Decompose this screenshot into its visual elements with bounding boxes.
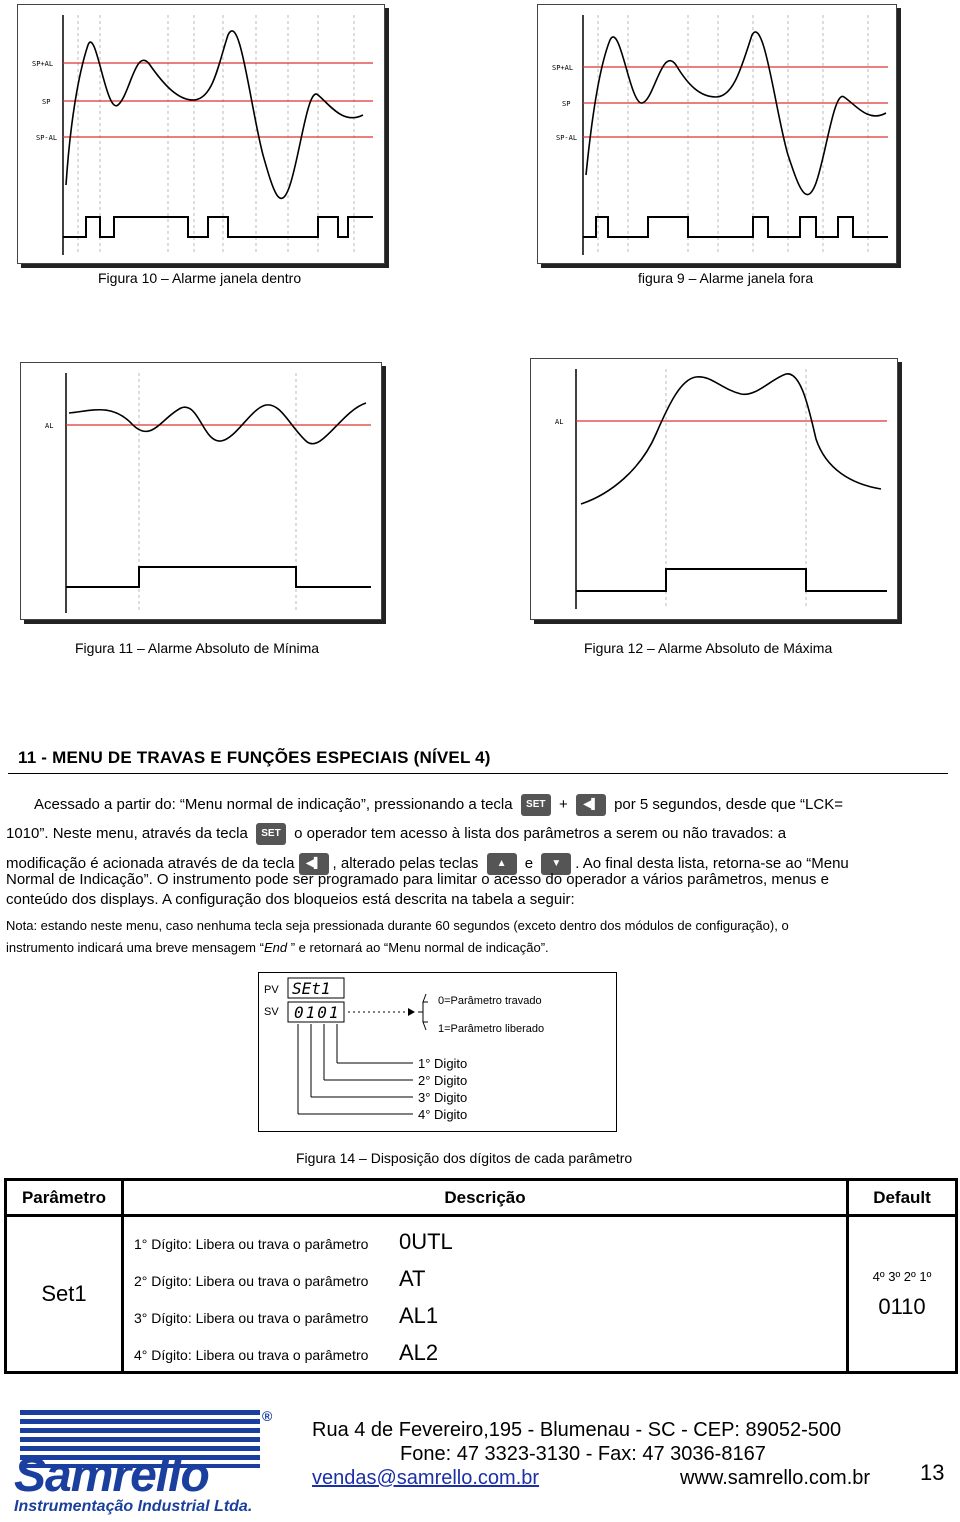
section-rule	[8, 773, 948, 774]
up-arrow-key-icon: ▲	[487, 853, 517, 875]
note-line-2	[6, 940, 549, 955]
desc-code: 0UTL	[399, 1229, 453, 1254]
param-cell	[6, 1216, 123, 1373]
desc-row	[134, 1260, 846, 1297]
paragraph-line-2	[6, 819, 946, 849]
desc-row	[134, 1223, 846, 1260]
desc-text: 4° Dígito: Libera ou trava o parâmetro	[134, 1347, 369, 1363]
logo-subtitle: Instrumentação Industrial Ltda.	[14, 1498, 253, 1515]
label-sp: SP	[562, 100, 571, 108]
text: e	[524, 855, 534, 872]
caption-figure-14: Figura 14 – Disposição dos dígitos de cada parâmetro	[296, 1150, 633, 1166]
section-title: 11 - MENU DE TRAVAS E FUNÇÕES ESPECIAIS (NÍVEL 4)	[18, 748, 491, 767]
table-row	[6, 1216, 957, 1373]
text: o operador tem acesso à lista dos parâmetros a serem ou não travados: a	[294, 825, 787, 842]
end-message: End	[263, 940, 288, 955]
default-cell	[848, 1216, 957, 1373]
paragraph-line-4: Normal de Indicação”. O instrumento pode ser programado para limitar o acesso do operador a vários parâmetros, menus e	[6, 871, 829, 888]
paragraph-line-1	[34, 790, 843, 820]
label-al: AL	[555, 418, 564, 426]
desc-text: 3° Dígito: Libera ou trava o parâmetro	[134, 1310, 369, 1326]
label-sp: SP	[42, 98, 51, 106]
note-line-1: Nota: estando neste menu, caso nenhuma tecla seja pressionada durante 60 segundos (exceto dentro dos módulos de configuração), o	[6, 918, 789, 933]
text: modificação é acionada através de da tecla	[6, 855, 295, 872]
footer-email-link[interactable]: vendas@samrello.com.br	[312, 1467, 540, 1489]
down-arrow-key-icon: ▼	[541, 853, 571, 875]
table-header-row	[6, 1180, 957, 1216]
figure-14-display-diagram	[258, 972, 618, 1132]
figure-10-chart	[18, 5, 384, 263]
logo-name: Samrello	[14, 1449, 209, 1502]
text: instrumento indicará uma breve mensagem “	[6, 940, 264, 955]
param-name: Set1	[41, 1281, 87, 1306]
set-key-icon: SET	[256, 823, 286, 845]
digit-3-label: 3° Digito	[418, 1090, 468, 1105]
parameter-table	[4, 1178, 958, 1374]
label-sp-plus-al: SP+AL	[32, 60, 54, 68]
default-digit-order: 4º 3º 2º 1º	[872, 1268, 932, 1284]
desc-text: 1° Dígito: Libera ou trava o parâmetro	[134, 1236, 369, 1252]
paragraph-line-5: conteúdo dos displays. A configuração dos bloqueios está descrita na tabela a seguir:	[6, 891, 575, 908]
sv-value: 0101	[294, 1003, 341, 1022]
text: ” e retornará ao “Menu normal de indicação”.	[287, 940, 549, 955]
text-plus: +	[558, 796, 568, 813]
digit-4-label: 4° Digito	[418, 1107, 468, 1122]
header-description: Descrição	[123, 1180, 848, 1216]
left-arrow-key-icon: ◀▌	[299, 853, 329, 875]
header-default: Default	[848, 1180, 957, 1216]
figure-11-absolute-min	[20, 362, 382, 620]
desc-code: AL1	[399, 1303, 439, 1328]
digit-1-label: 1° Digito	[418, 1056, 468, 1071]
desc-code: AL2	[399, 1340, 439, 1365]
desc-text: 2° Dígito: Libera ou trava o parâmetro	[134, 1273, 369, 1289]
label-sp-plus-al: SP+AL	[552, 64, 574, 72]
left-arrow-key-icon: ◀▌	[576, 794, 606, 816]
caption-figure-9: figura 9 – Alarme janela fora	[638, 270, 814, 286]
digit-2-label: 2° Digito	[418, 1073, 468, 1088]
desc-row	[134, 1334, 846, 1371]
text: Acessado a partir do: “Menu normal de indicação”, pressionando a tecla	[34, 796, 513, 813]
label-sp-minus-al: SP-AL	[556, 134, 578, 142]
sv-label: SV	[264, 1006, 279, 1018]
display-diagram	[258, 972, 618, 1132]
figure-9-chart	[538, 5, 896, 263]
caption-figure-11: Figura 11 – Alarme Absoluto de Mínima	[75, 640, 320, 656]
page-number: 13	[920, 1460, 945, 1485]
footer-phone: Fone: 47 3323-3130 - Fax: 47 3036-8167	[400, 1443, 766, 1465]
footer-website: www.samrello.com.br	[680, 1467, 871, 1489]
figure-10-window-in	[17, 4, 385, 264]
header-parameter: Parâmetro	[6, 1180, 123, 1216]
text: 1010”. Neste menu, através da tecla	[6, 825, 248, 842]
legend-locked: 0=Parâmetro travado	[438, 995, 542, 1007]
desc-row	[134, 1297, 846, 1334]
registered-mark-icon: ®	[262, 1408, 273, 1424]
figure-12-chart	[531, 359, 897, 619]
desc-code: AT	[399, 1266, 426, 1291]
label-sp-minus-al: SP-AL	[36, 134, 58, 142]
default-value: 0110	[878, 1293, 926, 1319]
figure-9-window-out	[537, 4, 897, 264]
text: , alterado pelas teclas	[332, 855, 479, 872]
text: por 5 segundos, desde que “LCK=	[614, 796, 843, 813]
set-key-icon: SET	[521, 794, 551, 816]
pv-value: SEt1	[292, 979, 331, 998]
footer-address: Rua 4 de Fevereiro,195 - Blumenau - SC - CEP: 89052-500	[312, 1419, 842, 1441]
figure-11-chart	[21, 363, 381, 619]
caption-figure-10: Figura 10 – Alarme janela dentro	[98, 270, 302, 286]
legend-unlocked: 1=Parâmetro liberado	[438, 1023, 545, 1035]
text: . Ao final desta lista, retorna-se ao “Menu	[575, 855, 849, 872]
figure-12-absolute-max	[530, 358, 898, 620]
company-logo	[10, 1408, 280, 1518]
caption-figure-12: Figura 12 – Alarme Absoluto de Máxima	[584, 640, 833, 656]
label-al: AL	[45, 422, 54, 430]
description-cell	[123, 1216, 848, 1373]
pv-label: PV	[264, 984, 279, 996]
